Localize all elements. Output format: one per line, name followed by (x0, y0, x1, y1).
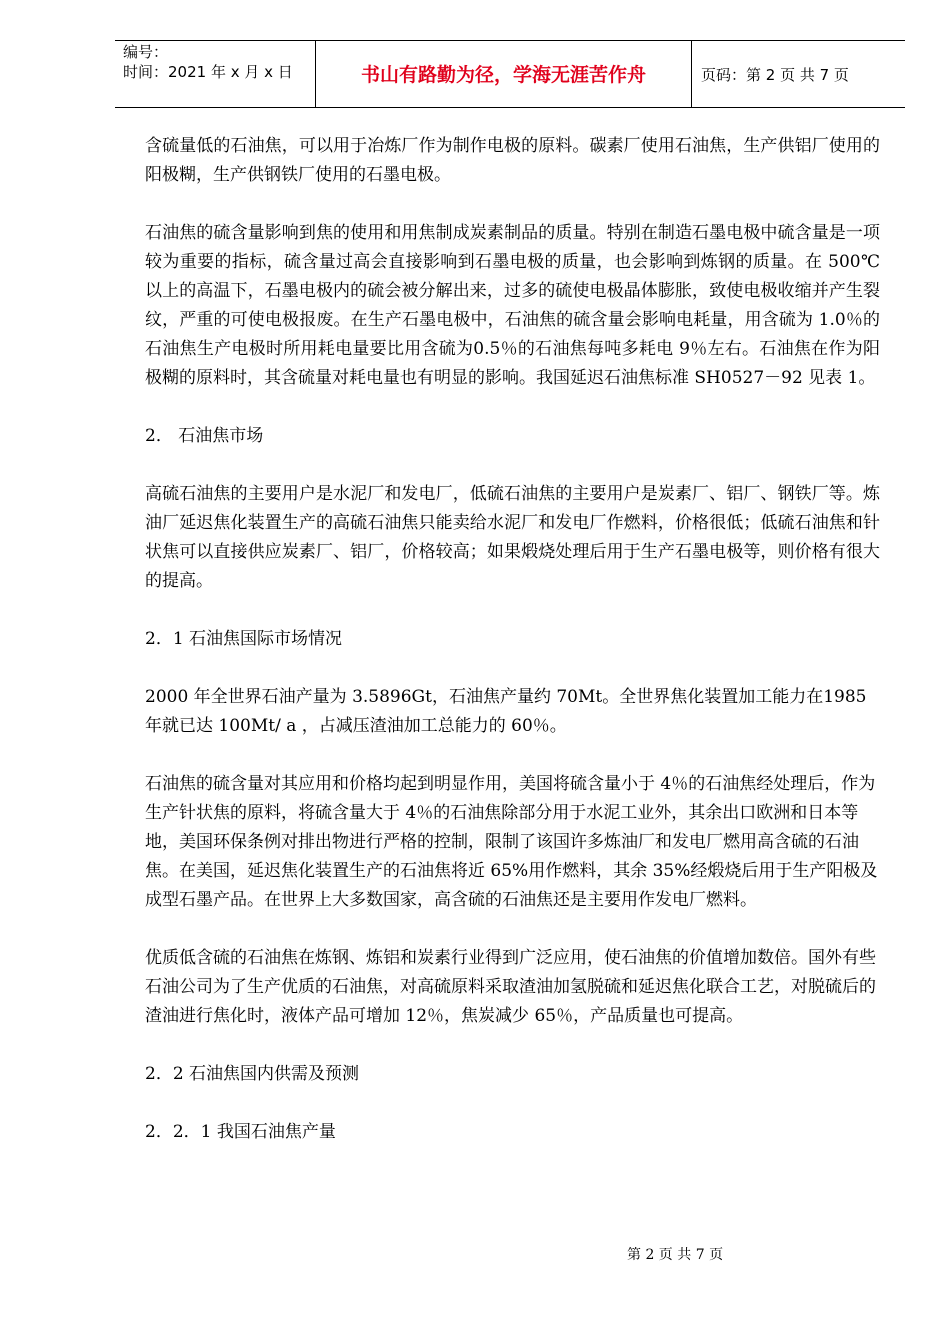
heading-international-market: 2．1 石油焦国际市场情况 (145, 629, 343, 649)
header-motto: 书山有路勤为径，学海无涯苦作舟 (360, 64, 646, 86)
paragraph-sulfur-effect: 石油焦的硫含量影响到焦的使用和用焦制成炭素制品的质量。特别在制造石墨电极中硫含量是一项较为重要的指标，硫含量过高会直接影响到石墨电极的质量，也会影响到炼钢的质量。在 500℃以上的高温下，石墨电极内的硫会被分解出来，过多的硫使电极晶体膨胀，致使电极收缩并产生裂纹，严重的可使电极报废。在生产石墨电极中，石油焦的硫含量会影响电耗量，用含硫为 1.0％的石油焦生产电极时所用耗电量要比用含硫为0.5％的石油焦每吨多耗电 9％左右。石油焦在作为阳极糊的原料时，其含硫量对耗电量也有明显的影响。我国延迟石油焦标准 SH0527－92 见表 1。 (145, 223, 880, 388)
paragraph-quality-coke: 优质低含硫的石油焦在炼钢、炼铝和炭素行业得到广泛应用，使石油焦的价值增加数倍。国外有些石油公司为了生产优质的石油焦，对高硫原料采取渣油加氢脱硫和延迟焦化联合工艺，对脱硫后的渣油进行焦化时，液体产品可增加 12％，焦炭减少 65％，产品质量也可提高。 (145, 948, 876, 1026)
heading-coke-market: 2． 石油焦市场 (145, 426, 264, 446)
heading-domestic-production: 2．2．1 我国石油焦产量 (145, 1122, 336, 1142)
paragraph-us-usage: 石油焦的硫含量对其应用和价格均起到明显作用，美国将硫含量小于 4％的石油焦经处理后，作为生产针状焦的原料，将硫含量大于 4％的石油焦除部分用于水泥工业外，其余出口欧洲和日本等地，美国环保条例对排出物进行严格的控制，限制了该国许多炼油厂和发电厂燃用高含硫的石油焦。在美国，延迟焦化装置生产的石油焦将近 65%用作燃料，其余 35%经煅烧后用于生产阳极及成型石墨产品。在世界上大多数国家，高含硫的石油焦还是主要用作发电厂燃料。 (145, 774, 878, 910)
header-meta-cell (115, 41, 315, 107)
document-body (145, 132, 880, 1147)
document-time-label: 时间：2021 年 x 月 x 日 (123, 63, 293, 81)
paragraph-market-users: 高硫石油焦的主要用户是水泥厂和发电厂，低硫石油焦的主要用户是炭素厂、铝厂、钢铁厂等。炼油厂延迟焦化装置生产的高硫石油焦只能卖给水泥厂和发电厂作燃料，价格很低；低硫石油焦和针状焦可以直接供应炭素厂、铝厂，价格较高；如果煅烧处理后用于生产石墨电极等，则价格有很大的提高。 (145, 484, 880, 591)
paragraph-low-sulfur-use: 含硫量低的石油焦，可以用于冶炼厂作为制作电极的原料。碳素厂使用石油焦，生产供铝厂使用的阳极糊，生产供钢铁厂使用的石墨电极。 (145, 136, 880, 185)
header-motto-cell (315, 41, 692, 107)
header-page-cell (691, 41, 905, 107)
header-page-number: 页码：第 2 页 共 7 页 (701, 66, 849, 84)
heading-domestic-supply: 2．2 石油焦国内供需及预测 (145, 1064, 360, 1084)
page-header (115, 40, 905, 108)
document-number-label: 编号： (123, 43, 169, 61)
paragraph-world-production: 2000 年全世界石油产量为 3.5896Gt，石油焦产量约 70Mt。全世界焦化装置加工能力在1985 年就已达 100Mt/ a ，占减压渣油加工总能力的 60％。 (145, 687, 867, 736)
page-footer-number: 第 2 页 共 7 页 (627, 1247, 724, 1263)
